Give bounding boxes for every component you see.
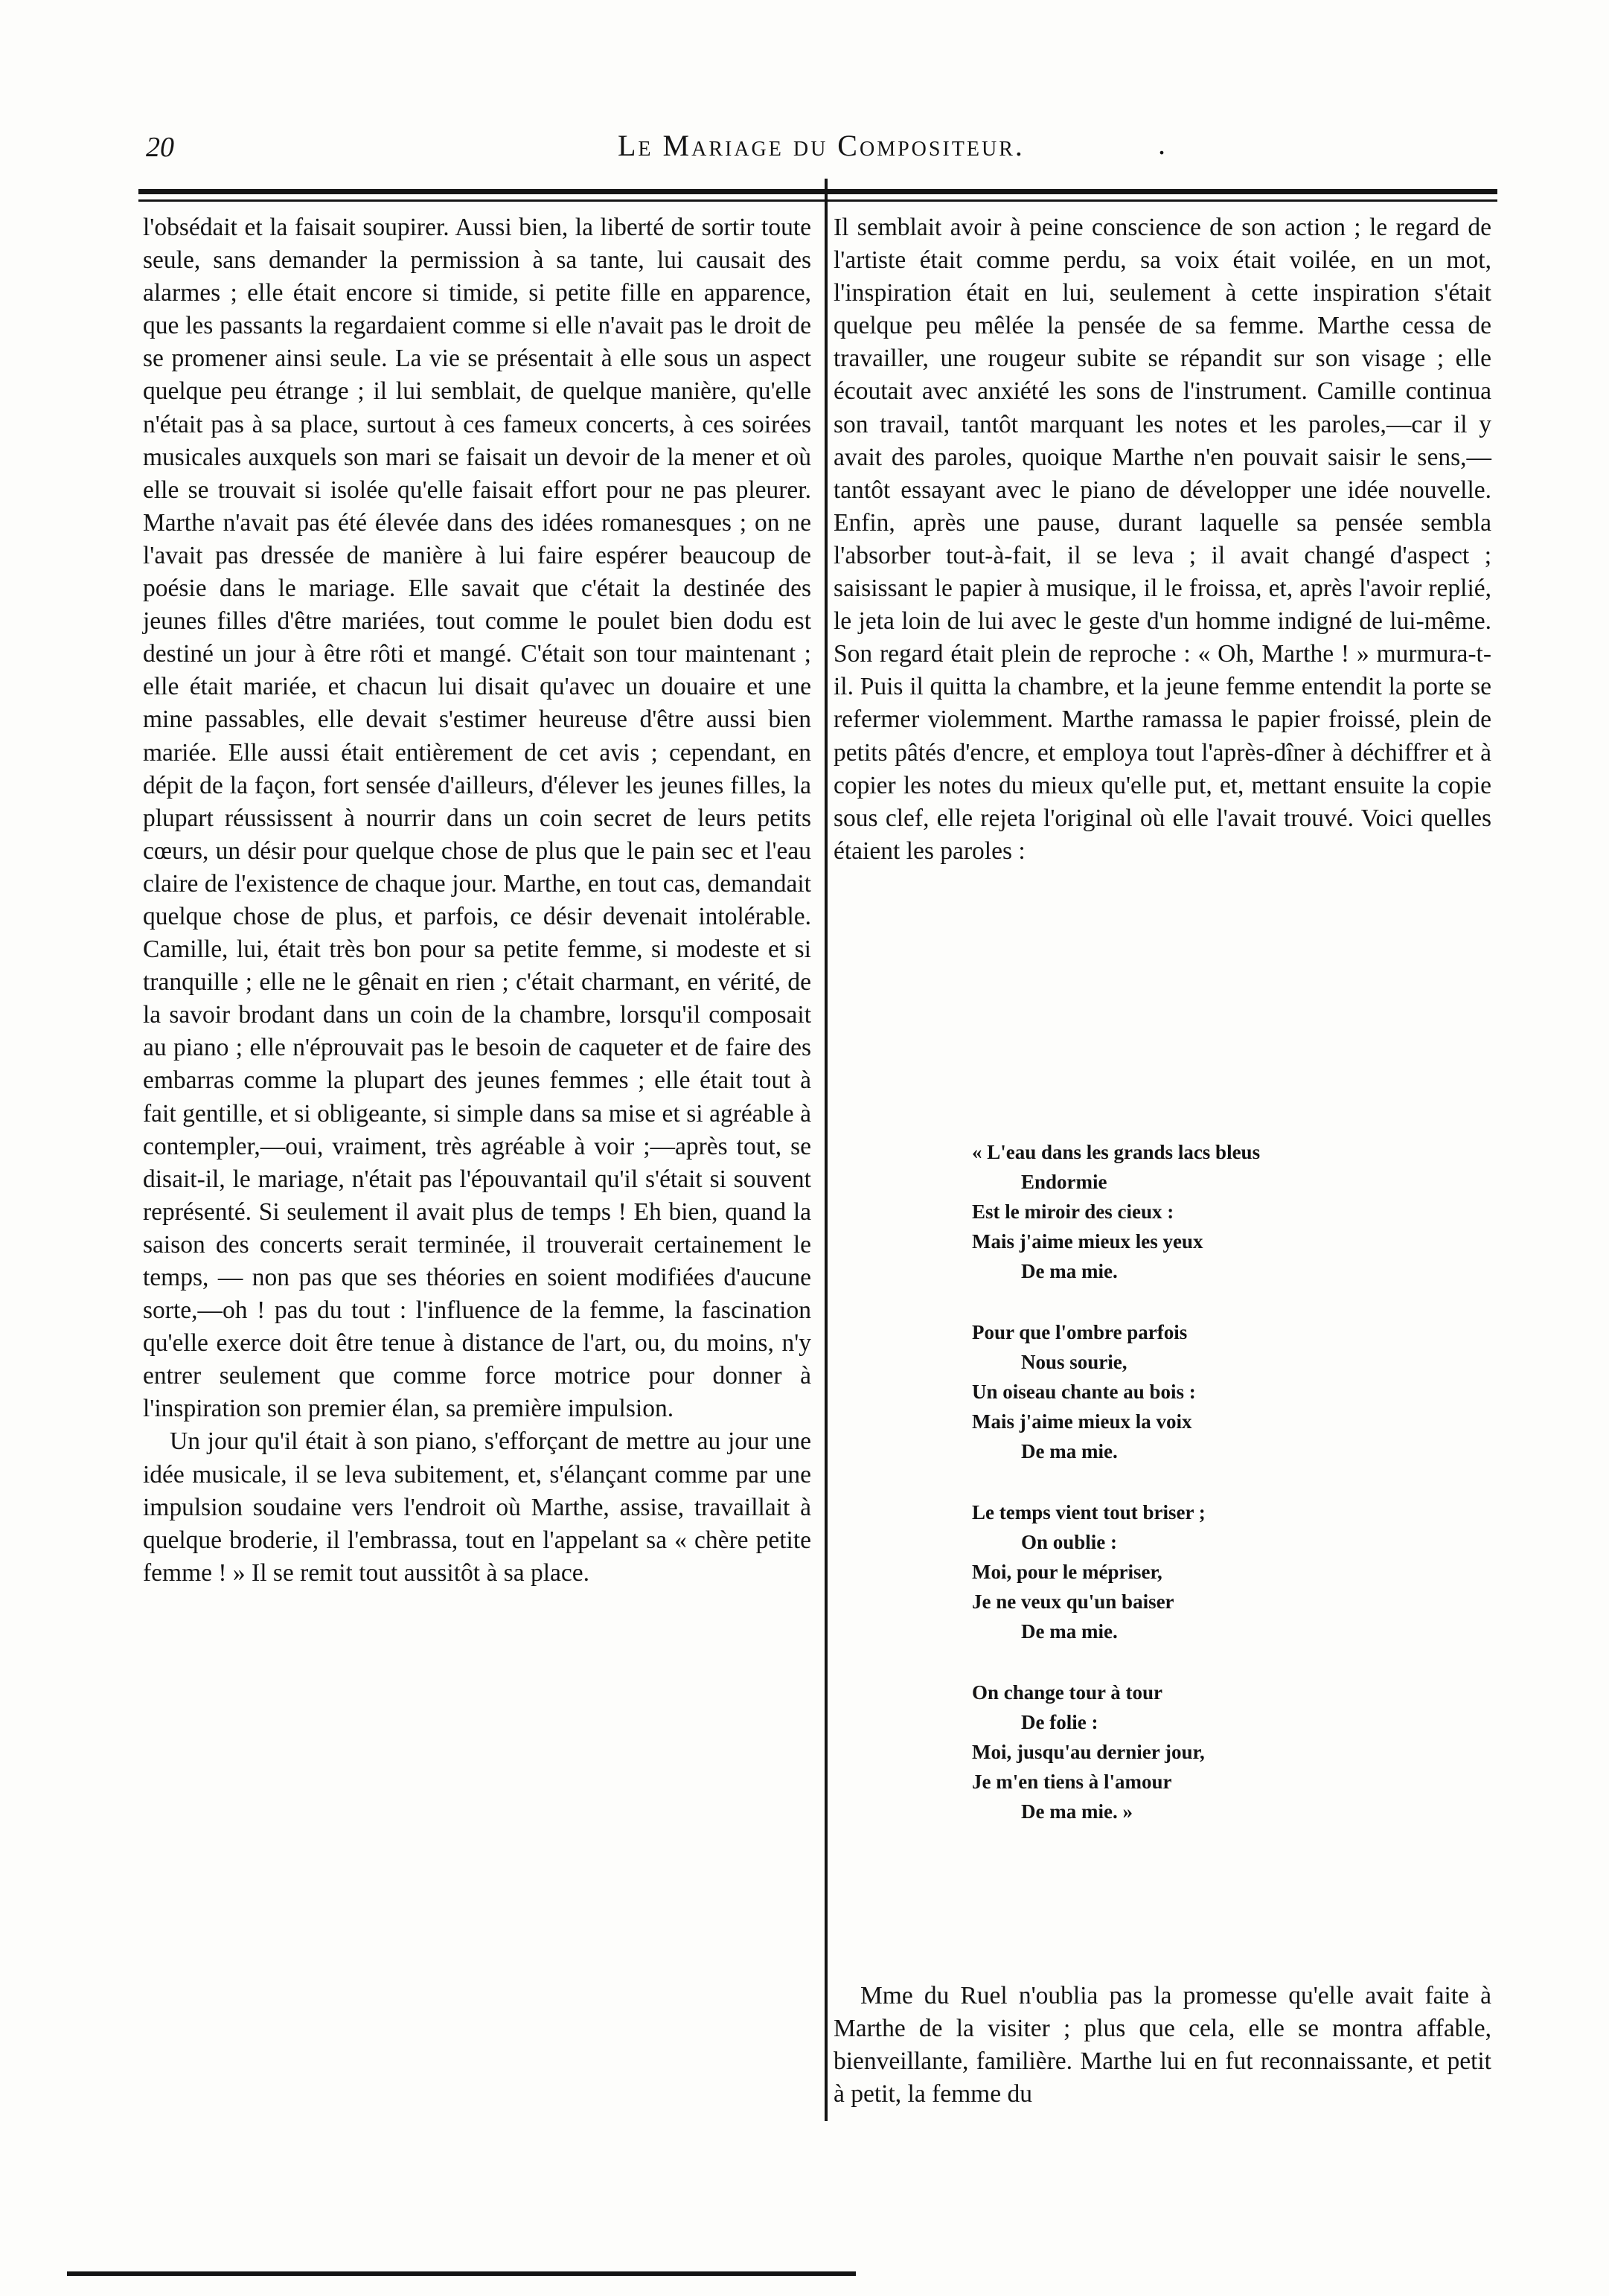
page-number: 20 xyxy=(146,132,174,163)
poem-line: Mais j'aime mieux la voix xyxy=(972,1410,1192,1433)
left-paragraph-1: l'obsédait et la faisait soupirer. Aussi bien, la liberté de sortir toute seule, sans demander la permission à sa tante, lui causait des alarmes ; elle était encore si timide, si petite fille en apparence, que les passants la regardaient comme si elle n'avait pas le droit de se promener ainsi seule. La vie se présentait à elle sous un aspect quelque peu étrange ; il lui semblait, de quelque manière, qu'elle n'était pas à sa place, surtout à ces fameux concerts, à ces soirées musicales auxquels son mari se faisait un devoir de la mener et où elle se trouvait si isolée qu'elle faisait effort pour ne pas pleurer. Marthe n'avait pas été élevée dans des idées romanesques ; on ne l'avait pas dressée de manière à lui faire espérer beaucoup de poésie dans le mariage. Elle savait que c'était la destinée des jeunes filles d'être mariées, tout comme le poulet bien dodu est destiné un jour à être rôti et mangé. C'était son tour maintenant ; elle était mariée, et chacun lui disait qu'avec un douaire et une mine passables, elle devait s'estimer heureuse d'être aussi bien mariée. Elle aussi était entièrement de cet avis ; cependant, en dépit de la façon, fort sensée d'ailleurs, d'élever les jeunes filles, la plupart réussissent à nourrir dans un coin secret de leurs petits cœurs, un désir pour quelque chose de plus que le pain sec et l'eau claire de l'existence de chaque jour. Marthe, en tout cas, demandait quelque chose de plus, et parfois, ce désir devenait intolérable. Camille, lui, était très bon pour sa petite femme, si modeste et si tranquille ; elle ne le gênait en rien ; c'était charmant, en vérité, de la savoir brodant dans un coin de la chambre, lorsqu'il composait au piano ; elle n'éprouvait pas le besoin de caqueter et de faire des embarras comme la plupart des jeunes femmes ; elle était tout à fait gentille, et si obligeante, si simple dans sa mise et si agréable à contempler,—oui, vraiment, très agréable à voir ;—après tout, se disait-il, le mariage, n'était pas l'épouvantail qu'il s'était si souvent représenté. Si seulement il avait plus de temps ! Eh bien, quand la saison des concerts serait terminée, il trouverait certainement le temps, — non pas que ses théories en soient modifiées d'aucune sorte,—oh ! pas du tout : l'influence de la femme, la fascination qu'elle exerce doit être tenue à distance de l'art, ou, du moins, n'y entrer seulement que comme force motrice pour donner à l'inspiration son premier élan, sa première impulsion. xyxy=(143,214,811,1423)
poem-line: De ma mie. xyxy=(1021,1260,1118,1282)
poem-line: Est le miroir des cieux : xyxy=(972,1200,1174,1223)
poem-line: Mais j'aime mieux les yeux xyxy=(972,1230,1203,1253)
poem-line: Je m'en tiens à l'amour xyxy=(972,1771,1172,1793)
poem-line: De ma mie. xyxy=(1021,1440,1118,1462)
left-column xyxy=(143,211,811,1590)
left-paragraph-2: Un jour qu'il était à son piano, s'efforçant de mettre au jour une idée musicale, il se leva subitement, et, s'élançant comme par une impulsion soudaine vers l'endroit où Marthe, assise, travaillait à quelque broderie, il l'embrassa, tout en l'appelant sa « chère petite femme ! » Il se remit tout aussitôt à sa place. xyxy=(143,1427,811,1587)
poem-stanza xyxy=(972,1678,1389,1826)
poem-line: Un oiseau chante au bois : xyxy=(972,1381,1196,1403)
poem-line: De ma mie. » xyxy=(1021,1800,1133,1823)
poem-line: Je ne veux qu'un baiser xyxy=(972,1590,1174,1613)
right-column-top xyxy=(834,211,1491,868)
right-paragraph-1: Il semblait avoir à peine conscience de son action ; le regard de l'artiste était comme perdu, sa voix était voilée, en un mot, l'inspiration était en lui, seulement à cette inspiration s'était quelque peu mêlée la pensée de sa femme. Marthe cessa de travailler, une rougeur subite se répandit sur son visage ; elle écoutait avec anxiété les sons de l'instrument. Camille continua son travail, tantôt marquant les notes et les paroles,—car il y avait des paroles, quoique Marthe n'en pouvait saisir le sens,—tantôt essayant avec le piano de développer une idée nouvelle. Enfin, après une pause, durant laquelle sa pensée sembla l'absorber tout-à-fait, il se leva ; il avait changé d'aspect ; saisissant le papier à musique, il le froissa, et, après l'avoir replié, le jeta loin de lui avec le geste d'un homme indigné de lui-même. Son regard était plein de reproche : « Oh, Marthe ! » murmura-t-il. Puis il quitta la chambre, et la jeune femme entendit la porte se refermer violemment. Marthe ramassa le papier froissé, plein de petits pâtés d'encre, et employa tout l'après-dîner à déchiffrer et à copier les notes du mieux qu'elle put, et, mettant ensuite la copie sous clef, elle rejeta l'original où elle l'avait trouvé. Voici quelles étaient les paroles : xyxy=(834,214,1491,865)
poem-stanza xyxy=(972,1317,1389,1466)
poem-stanza xyxy=(972,1137,1389,1286)
poem-line: Nous sourie, xyxy=(1021,1351,1127,1373)
poem-line: Moi, pour le mépriser, xyxy=(972,1561,1162,1583)
poem-line: Moi, jusqu'au dernier jour, xyxy=(972,1741,1205,1763)
running-title: Le Mariage du Compositeur. xyxy=(618,129,1025,162)
footer-rule xyxy=(67,2271,856,2276)
header-rule xyxy=(138,189,1497,194)
poem-line: De folie : xyxy=(1021,1711,1098,1733)
poem-line: Endormie xyxy=(1021,1171,1107,1193)
poem-line: Pour que l'ombre parfois xyxy=(972,1321,1188,1343)
right-column-bottom xyxy=(834,1980,1491,2111)
poem xyxy=(972,1137,1389,1858)
poem-line: De ma mie. xyxy=(1021,1620,1118,1643)
header-dot: . xyxy=(1158,127,1165,161)
header-rule-thin xyxy=(138,199,1497,202)
poem-line: On change tour à tour xyxy=(972,1681,1163,1704)
poem-stanza xyxy=(972,1497,1389,1646)
poem-line: Le temps vient tout briser ; xyxy=(972,1501,1206,1523)
poem-line: On oublie : xyxy=(1021,1531,1118,1553)
column-divider xyxy=(825,179,828,2121)
right-paragraph-2: Mme du Ruel n'oublia pas la promesse qu'elle avait faite à Marthe de la visiter ; plus que cela, elle se montra affable, bienveillante, familière. Marthe lui en fut reconnaissante, et petit à petit, la femme du xyxy=(834,1982,1491,2108)
poem-line: « L'eau dans les grands lacs bleus xyxy=(972,1141,1261,1163)
